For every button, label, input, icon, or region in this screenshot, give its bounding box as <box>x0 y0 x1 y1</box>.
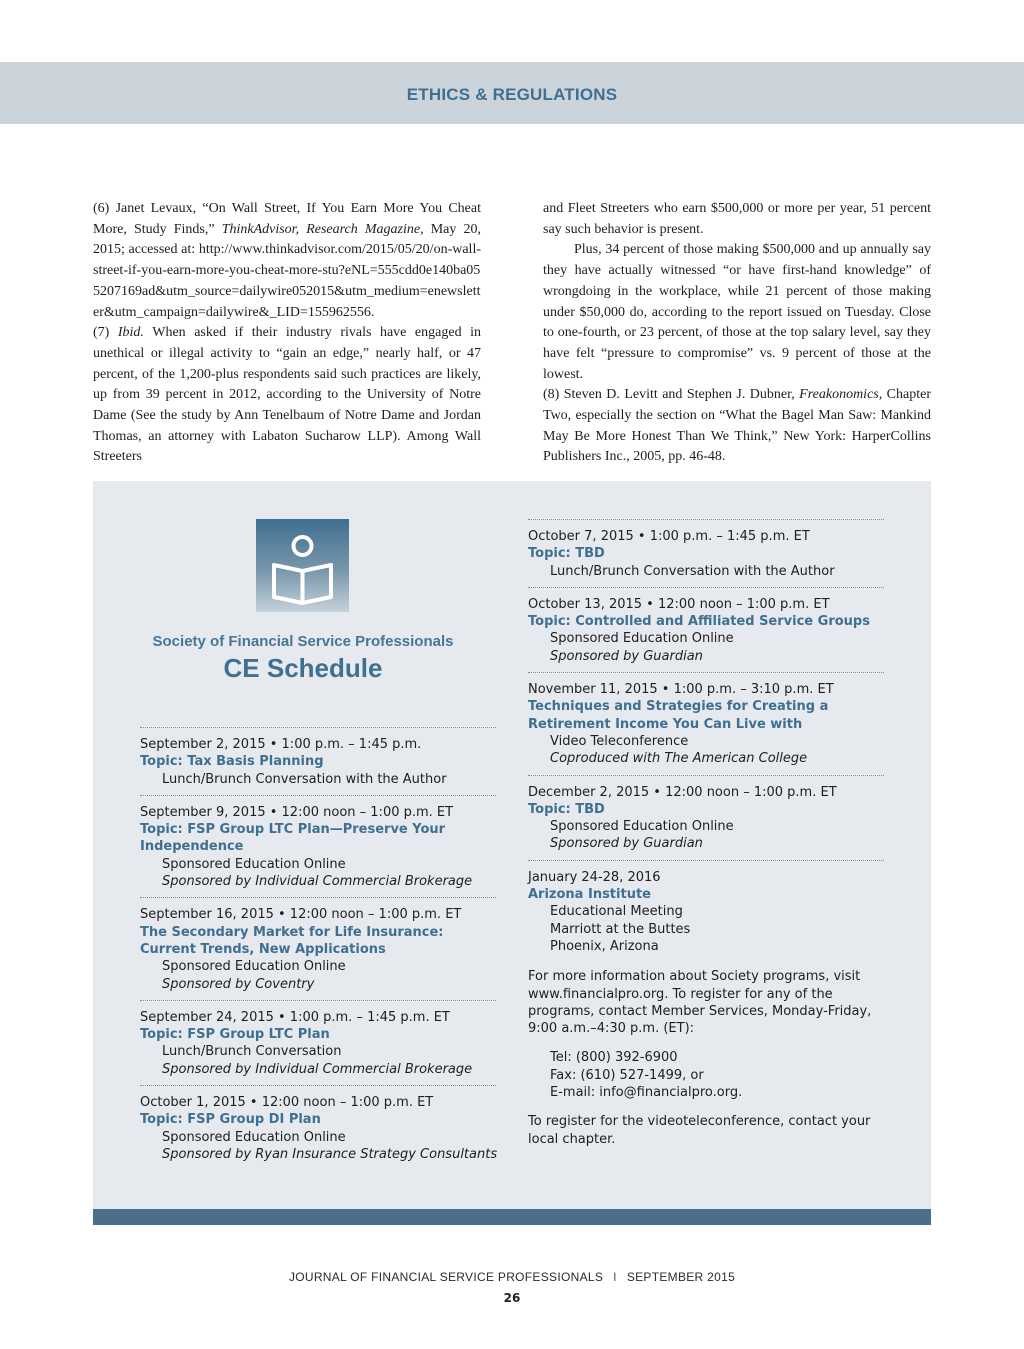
event-topic: Techniques and Strategies for Creating a Retirement Income You Can Live with <box>528 699 829 732</box>
event-detail: Marriott at the Buttes <box>550 921 691 937</box>
contact-email: E-mail: info@financialpro.org. <box>550 1085 743 1101</box>
footer-separator: I <box>613 1270 617 1284</box>
event-date: September 9, 2015 • 12:00 noon – 1:00 p.m. ET <box>140 804 454 820</box>
schedule-event <box>528 587 884 672</box>
footer <box>0 1270 1024 1284</box>
schedule-event <box>140 1085 496 1170</box>
event-date: October 7, 2015 • 1:00 p.m. – 1:45 p.m. ET <box>528 529 810 544</box>
notes-column-right <box>543 199 931 468</box>
note-8: (8) Steven D. Levitt and Stephen J. Dubner, Freakonomics, Chapter Two, especially the section on “What the Bagel Man Saw: Mankind May Be More Honest Than We Think,” New York: HarperCollins Publishers Inc., 2005, pp. 46-48. <box>543 387 931 465</box>
event-date: December 2, 2015 • 12:00 noon – 1:00 p.m. ET <box>528 784 837 800</box>
event-topic: Topic: TBD <box>528 801 605 817</box>
event-topic: The Secondary Market for Life Insurance: Current Trends, New Applications <box>140 924 444 957</box>
ibid: Ibid. <box>117 325 144 341</box>
event-detail: Sponsored Education Online <box>162 959 346 975</box>
organization-name: Society of Financial Service Professionals <box>152 633 454 650</box>
event-detail: Phoenix, Arizona <box>550 938 659 954</box>
schedule-event <box>140 897 496 999</box>
note-7-continued: and Fleet Streeters who earn $500,000 or more per year, 51 percent say such behavior is present. <box>543 201 931 237</box>
event-detail: Sponsored Education Online <box>162 1129 346 1145</box>
contact-intro: For more information about Society programs, visit www.financialpro.org. To register for any of the programs, contact Member Services, Monday-Friday, 9:00 a.m.–4:30 p.m. (ET): <box>528 969 872 1037</box>
open-book-reader-icon <box>256 519 349 612</box>
note-6: (6) Janet Levaux, “On Wall Street, If You Earn More You Cheat More, Study Finds,” ThinkAdvisor, Research Magazine, May 20, 2015; accessed at: http://www.thinkadvisor.com/2015/05/20/on-wall-street-if-you-earn-more-you-cheat-more-stu?eNL=555cdd0e140ba055207169ad&utm_source=dailywire052015&utm_medium=enewsletter&utm_campaign=dailywire&_LID=155962556. <box>93 201 481 320</box>
event-date: October 13, 2015 • 12:00 noon – 1:00 p.m. ET <box>528 596 830 612</box>
event-detail: Educational Meeting <box>550 904 683 920</box>
issue-date: SEPTEMBER 2015 <box>626 1270 736 1284</box>
event-date: September 24, 2015 • 1:00 p.m. – 1:45 p.m. ET <box>140 1009 450 1025</box>
ce-bottom-bar <box>93 1209 931 1225</box>
event-detail: Sponsored by Guardian <box>550 648 703 664</box>
event-date: September 16, 2015 • 12:00 noon – 1:00 p.m. ET <box>140 907 462 923</box>
schedule-column-right <box>528 519 884 1148</box>
contact-register: To register for the videoteleconference, contact your local chapter. <box>528 1114 871 1147</box>
event-date: October 1, 2015 • 12:00 noon – 1:00 p.m. ET <box>140 1095 434 1111</box>
event-detail: Video Teleconference <box>550 733 689 749</box>
event-detail: Lunch/Brunch Conversation with the Author <box>162 771 447 787</box>
schedule-event <box>528 775 884 860</box>
event-detail: Sponsored Education Online <box>550 631 734 647</box>
event-detail: Sponsored by Coventry <box>162 976 315 992</box>
contact-phone: Tel: (800) 392-6900 <box>550 1050 678 1066</box>
event-date: November 11, 2015 • 1:00 p.m. – 3:10 p.m. ET <box>528 682 834 698</box>
event-date: January 24-28, 2016 <box>528 869 661 885</box>
schedule-event <box>140 795 496 897</box>
event-detail: Lunch/Brunch Conversation <box>162 1044 342 1060</box>
page-number: 26 <box>503 1291 521 1305</box>
notes-column-left <box>93 199 481 468</box>
schedule-event <box>140 727 496 795</box>
publication-title: ThinkAdvisor, Research Magazine, <box>221 221 424 237</box>
contact-info <box>528 968 884 1148</box>
event-detail: Coproduced with The American College <box>550 751 808 767</box>
event-topic: Arizona Institute <box>528 887 651 903</box>
event-topic: Topic: FSP Group LTC Plan <box>140 1027 330 1043</box>
schedule-event <box>140 1000 496 1085</box>
journal-name: JOURNAL OF FINANCIAL SERVICE PROFESSIONALS <box>288 1270 604 1284</box>
section-title: ETHICS & REGULATIONS <box>406 85 618 104</box>
event-topic: Topic: TBD <box>528 546 605 562</box>
ce-schedule-title: CE Schedule <box>223 653 383 683</box>
source-url: http://www.thinkadvisor.com/2015/05/20/on-wall-street-if-you-earn-more-you-cheat-more-stu?eNL=555cdd0e140ba055207169ad&utm_source=dailywire052015&utm_medium=enewsletter&utm_campaign=dailywire&_LID=155962556. <box>93 242 481 320</box>
event-detail: Sponsored by Ryan Insurance Strategy Consultants <box>162 1146 498 1162</box>
event-detail: Sponsored Education Online <box>162 856 346 872</box>
book-title: Freakonomics, <box>799 387 883 403</box>
event-detail: Sponsored by Individual Commercial Brokerage <box>162 874 473 890</box>
event-date: September 2, 2015 • 1:00 p.m. – 1:45 p.m. <box>140 737 422 752</box>
contact-fax: Fax: (610) 527-1499, or <box>550 1067 704 1083</box>
event-topic: Topic: FSP Group DI Plan <box>140 1112 321 1128</box>
schedule-column-left <box>140 727 496 1170</box>
event-detail: Lunch/Brunch Conversation with the Author <box>550 563 835 579</box>
event-detail: Sponsored Education Online <box>550 819 734 835</box>
schedule-event <box>528 519 884 587</box>
event-detail: Sponsored by Guardian <box>550 836 703 852</box>
note-7-paragraph-2: Plus, 34 percent of those making $500,000 and up annually say they have actually witnessed “or have first-hand knowledge” of wrongdoing in the workplace, while 21 percent of those making under $50,000 do, according to the report issued on Tuesday. Close to one-fourth, or 23 percent, of those at the top salary level, say they have felt “pressure to compromise” vs. 9 percent of those at the lowest. <box>543 242 931 382</box>
event-topic: Topic: Controlled and Affiliated Service Groups <box>528 614 870 630</box>
schedule-event <box>528 672 884 774</box>
event-detail: Sponsored by Individual Commercial Brokerage <box>162 1061 473 1077</box>
note-7: (7) Ibid. When asked if their industry rivals have engaged in unethical or illegal activity to “gain an edge,” nearly half, or 47 percent, of the 1,200-plus respondents said such practices are likely, up from 39 percent in 2012, according to the University of Notre Dame (See the study by Ann Tenelbaum of Notre Dame and Jordan Thomas, an attorney with Labaton Sucharow LLP). Among Wall Streeters <box>93 325 481 465</box>
event-topic: Topic: FSP Group LTC Plan—Preserve Your Independence <box>140 822 446 855</box>
event-topic: Topic: Tax Basis Planning <box>140 754 324 770</box>
schedule-event <box>528 860 884 962</box>
